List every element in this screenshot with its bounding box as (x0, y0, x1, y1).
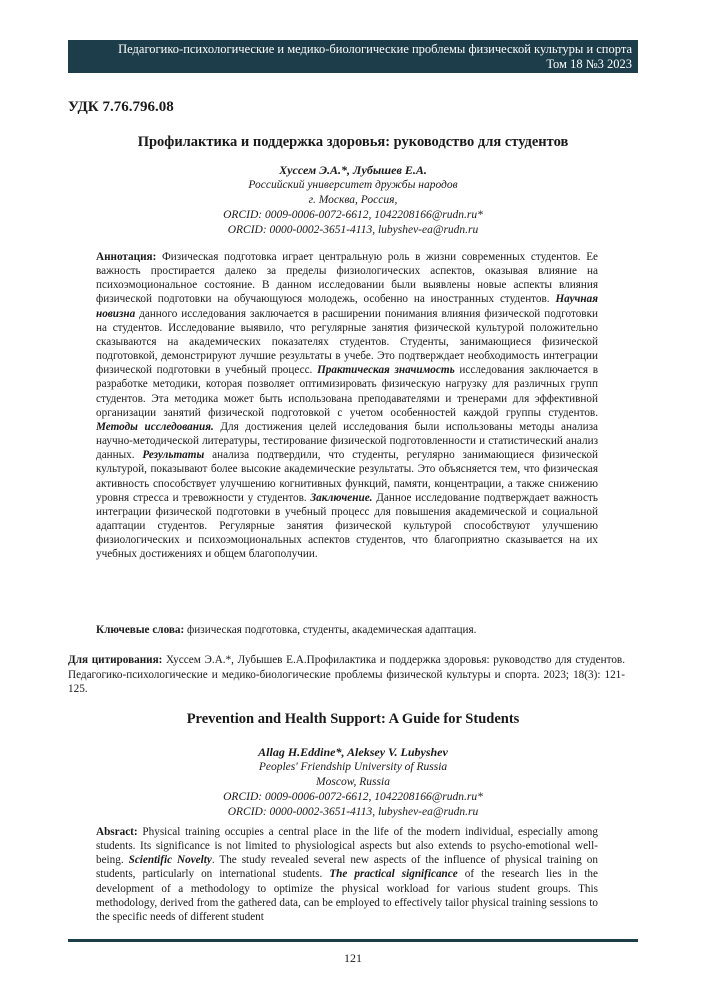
abstract-ru-part-3: исследования заключается в разработке методики, которая позволяет оптимизировать физическую нагрузку для различных групп студентов. Эта методика может быть использована преподавателями и тренерами для эффективной организации занятий физической подготовкой с учетом особенностей каждой группы студентов. (96, 364, 598, 419)
affiliation-block-ru (68, 163, 638, 238)
journal-header (68, 40, 638, 73)
citation-text: Хуссем Э.А.*, Лубышев Е.А.Профилактика и поддержка здоровья: руководство для студентов. Педагогико-психологические и медико-биологические проблемы физической культуры и спорта. 2023; 18(3): 121-125. (68, 654, 625, 695)
orcid-2-ru: ORCID: 0000-0002-3651-4113, lubyshev-ea@rudn.ru (227, 224, 479, 236)
abstract-ru-part-2: данного исследования заключается в расширении понимания влияния физической подготовки на студентов. Исследование выявило, что регулярные занятия физической культурой положительно сказываются на академических показателях студентов. Студенты, занимающиеся физической подготовкой, демонстрируют лучшие результаты в учебе. Это подтверждает необходимость интеграции физической подготовки в учебный процесс. (96, 307, 598, 377)
affiliation-ru: Российский университет дружбы народов (248, 179, 458, 191)
article-title-ru: Профилактика и поддержка здоровья: руководство для студентов (137, 134, 569, 150)
abstract-en (96, 825, 598, 924)
abstract-label-en: Absract: (96, 826, 138, 838)
abstract-label-ru: Аннотация: (96, 251, 157, 263)
abstract-ru-part-6: Данное исследование подтверждает важность интеграции физической подготовки в учебный процесс для повышения академической и социальной адаптации студентов. Регулярные занятия физической культурой способствуют улучшению физиологических и психоэмоциональных аспектов студентов, что благоприятно сказывается на их учебных достижениях и общем благополучии. (96, 491, 598, 561)
abstract-en-part-3: of the research lies in the development of a methodology to optimize the physical workload for various student groups. This methodology, derived from the gathered data, can be employed to effectively tailor physical training sessions to the specific needs of different student (96, 868, 598, 923)
conclusion-label-ru: Заключение. (310, 491, 373, 504)
city-ru: г. Москва, Россия, (308, 194, 398, 206)
practical-label-ru: Практическая значимость (317, 364, 455, 377)
affiliation-en: Peoples' Friendship University of Russia (258, 761, 448, 773)
methods-label-ru: Методы исследования. (96, 420, 214, 433)
orcid-2-en: ORCID: 0000-0002-3651-4113, lubyshev-ea@rudn.ru (227, 806, 479, 818)
keywords-text: физическая подготовка, студенты, академическая адаптация. (184, 624, 477, 636)
orcid-1-en: ORCID: 0009-0006-0072-6612, 1042208166@rudn.ru* (223, 791, 483, 803)
udk-code: УДК 7.76.796.08 (68, 99, 174, 115)
abstract-ru-part-5: анализа подтвердили, что студенты, регулярно занимающиеся физической культурой, показывают более высокие академические результаты. Это объясняется тем, что физическая активность способствует улучшению когнитивных функций, памяти, концентрации, а также снижению уровня стресса и тревожности у студентов. (96, 449, 598, 504)
affiliation-block-en (68, 745, 638, 820)
page-number: 121 (344, 951, 362, 965)
article-title-en: Prevention and Health Support: A Guide for Students (186, 711, 520, 727)
practical-label-en: The practical significance (329, 868, 458, 881)
authors-en: Allag H.Eddine*, Aleksey V. Lubyshev (258, 745, 448, 759)
journal-title: Педагогико-психологические и медико-биологические проблемы физической культуры и спорта (118, 42, 632, 56)
citation-label: Для цитирования: (68, 654, 163, 666)
novelty-label-en: Scientific Novelty (128, 854, 212, 867)
orcid-1-ru: ORCID: 0009-0006-0072-6612, 1042208166@rudn.ru* (223, 209, 483, 221)
footer-divider (68, 939, 638, 942)
novelty-label-ru: Научная новизна (96, 293, 598, 320)
journal-issue: Том 18 №3 2023 (546, 57, 632, 71)
keywords-label: Ключевые слова: (96, 624, 185, 636)
authors-ru: Хуссем Э.А.*, Лубышев Е.А. (279, 163, 427, 177)
abstract-en-part-2: . The study revealed several new aspects of the influence of physical training on students, particularly on international students. (96, 854, 598, 881)
abstract-ru-part-1: Физическая подготовка играет центральную роль в жизни современных студентов. Ее важность простирается далеко за пределы физиологических аспектов, оказывая влияние на психоэмоциональное состояние. В данном исследовании были выявлены новые аспекты влияния физической подготовки на обучающуюся молодежь, особенно на иностранных студентов. (96, 251, 598, 306)
citation-block (68, 653, 625, 697)
abstract-ru (96, 250, 598, 561)
keywords-ru (96, 623, 598, 637)
city-en: Moscow, Russia (316, 776, 390, 788)
results-label-ru: Результаты (142, 449, 205, 462)
abstract-en-part-1: Physical training occupies a central place in the life of the modern individual, especially among students. Its significance is not limited to physiological aspects but also extends to psycho-emotional well-being. (96, 826, 598, 867)
abstract-ru-part-4: Для достижения целей исследования были использованы методы анализа научно-методической литературы, тестирование физической подготовленности и статистический анализ данных. (96, 420, 598, 462)
